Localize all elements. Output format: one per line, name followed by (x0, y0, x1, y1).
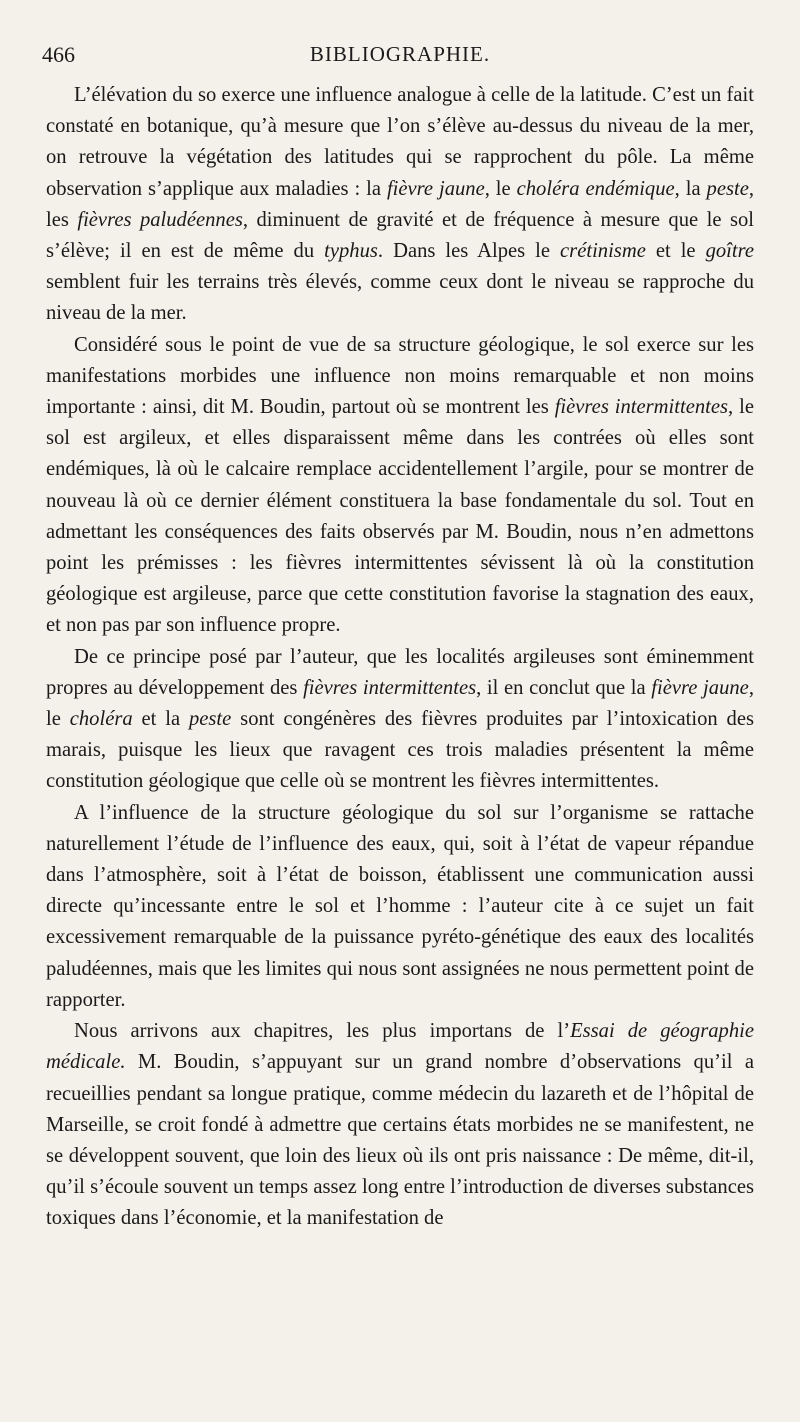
italic-term: fièvres paludéennes (77, 208, 243, 231)
text-run: sont congénères des fièvres produites par l’intoxication des marais, puisque les lieux que ravagent ces trois maladies présentent la même constitution géologique que celle où se montrent les fièvres intermittentes. (46, 708, 755, 793)
text-run: M. Boudin, s’appuyant sur un grand nombre d’observations qu’il a recueillies pendant sa longue pratique, comme médecin du lazareth et de l’hôpital de Marseille, se croit fondé à admettre que certains états morbides ne se manifestent, ne se développent souvent, que loin des lieux où ils ont pris naissance : De même, dit-il, qu’il s’écoule souvent un temps assez long entre l’introduction de diverses substances toxiques dans l’économie, et la manifestation de (46, 1051, 754, 1230)
text-run: A l’influence de la structure géologique du sol sur l’organisme se rattache naturellement l’étude de l’influence des eaux, qui, soit à l’état de vapeur répandue dans l’atmosphère, soit à l’état de boisson, établissent une communication aussi directe qu’incessante entre le sol et l’homme : l’auteur cite à ce sujet un fait excessivement remarquable de la puissance pyréto-génétique des eaux des localités paludéennes, mais que les limites qui nous sont assignées ne nous permettent point de rapporter. (46, 801, 754, 1011)
paragraph (46, 798, 754, 1016)
running-head (42, 40, 754, 76)
body-text (46, 80, 754, 1235)
running-title: BIBLIOGRAPHIE. (309, 42, 491, 66)
italic-term: fièvres intermittentes (554, 396, 729, 419)
italic-term: crétinisme (560, 240, 646, 263)
text-run: De ce principe posé par l’auteur, que les localités argileuses sont éminemment propres au développement des (46, 645, 754, 699)
italic-term: fièvres intermittentes (303, 676, 477, 699)
page-number: 466 (42, 42, 75, 67)
italic-term: fièvre jaune (386, 177, 485, 200)
text-run: . Dans les Alpes le (377, 240, 561, 263)
italic-term: peste (188, 708, 232, 731)
paragraph (46, 330, 754, 642)
paragraph (46, 642, 754, 798)
text-run: , le sol est argileux, et elles disparaissent même dans les contrées où elles sont endémiques, là où le calcaire remplace accidentellement l’argile, pour se montrer de nouveau là où ce dernier élément constituera la base fondamentale du sol. Tout en admettant les conséquences des faits observés par M. Boudin, nous n’en admettons point les prémisses : les fièvres intermittentes sévissent là où la constitution géologique est argileuse, parce que cette constitution favorise la stagnation des eaux, et non pas par son influence propre. (46, 396, 754, 637)
text-run: semblent fuir les terrains très élevés, comme ceux dont le niveau se rapproche du niveau de la mer. (46, 271, 754, 325)
text-run: Nous arrivons aux chapitres, les plus importans de l’ (74, 1020, 571, 1043)
text-run: , la (674, 177, 707, 200)
text-run: , les (46, 177, 755, 231)
italic-term: choléra (69, 708, 133, 731)
text-run: , le (46, 676, 754, 731)
italic-term: fièvre jaune (651, 676, 749, 699)
text-run: L’élévation du so exerce une influence analogue à celle de la latitude. C’est un fait constaté en botanique, qu’à mesure que l’on s’élève au-dessus du niveau de la mer, on retrouve la végétation des latitudes qui se rapprochent du pôle. La même observation s’applique aux maladies : la (46, 84, 754, 200)
paragraph (46, 80, 754, 330)
text-run: , il en conclut que la (476, 676, 652, 699)
text-run: et le (645, 240, 706, 263)
italic-term: goître (705, 240, 755, 263)
text-run: , diminuent de gravité et de fréquence à mesure que le sol s’élève; il en est de même du (46, 208, 754, 263)
text-run: Considéré sous le point de vue de sa structure géologique, le sol exerce sur les manifestations morbides une influence non moins remarquable et non moins importante : ainsi, dit M. Boudin, partout où se montrent les (46, 333, 754, 419)
paragraph (46, 1016, 754, 1234)
text-run: , le (484, 177, 517, 200)
text-run: et la (132, 708, 189, 731)
italic-term: choléra endémique (516, 177, 675, 200)
italic-term: Essai de géographie médicale. (46, 1020, 754, 1074)
italic-term: typhus (324, 240, 378, 263)
italic-term: peste (706, 177, 749, 200)
